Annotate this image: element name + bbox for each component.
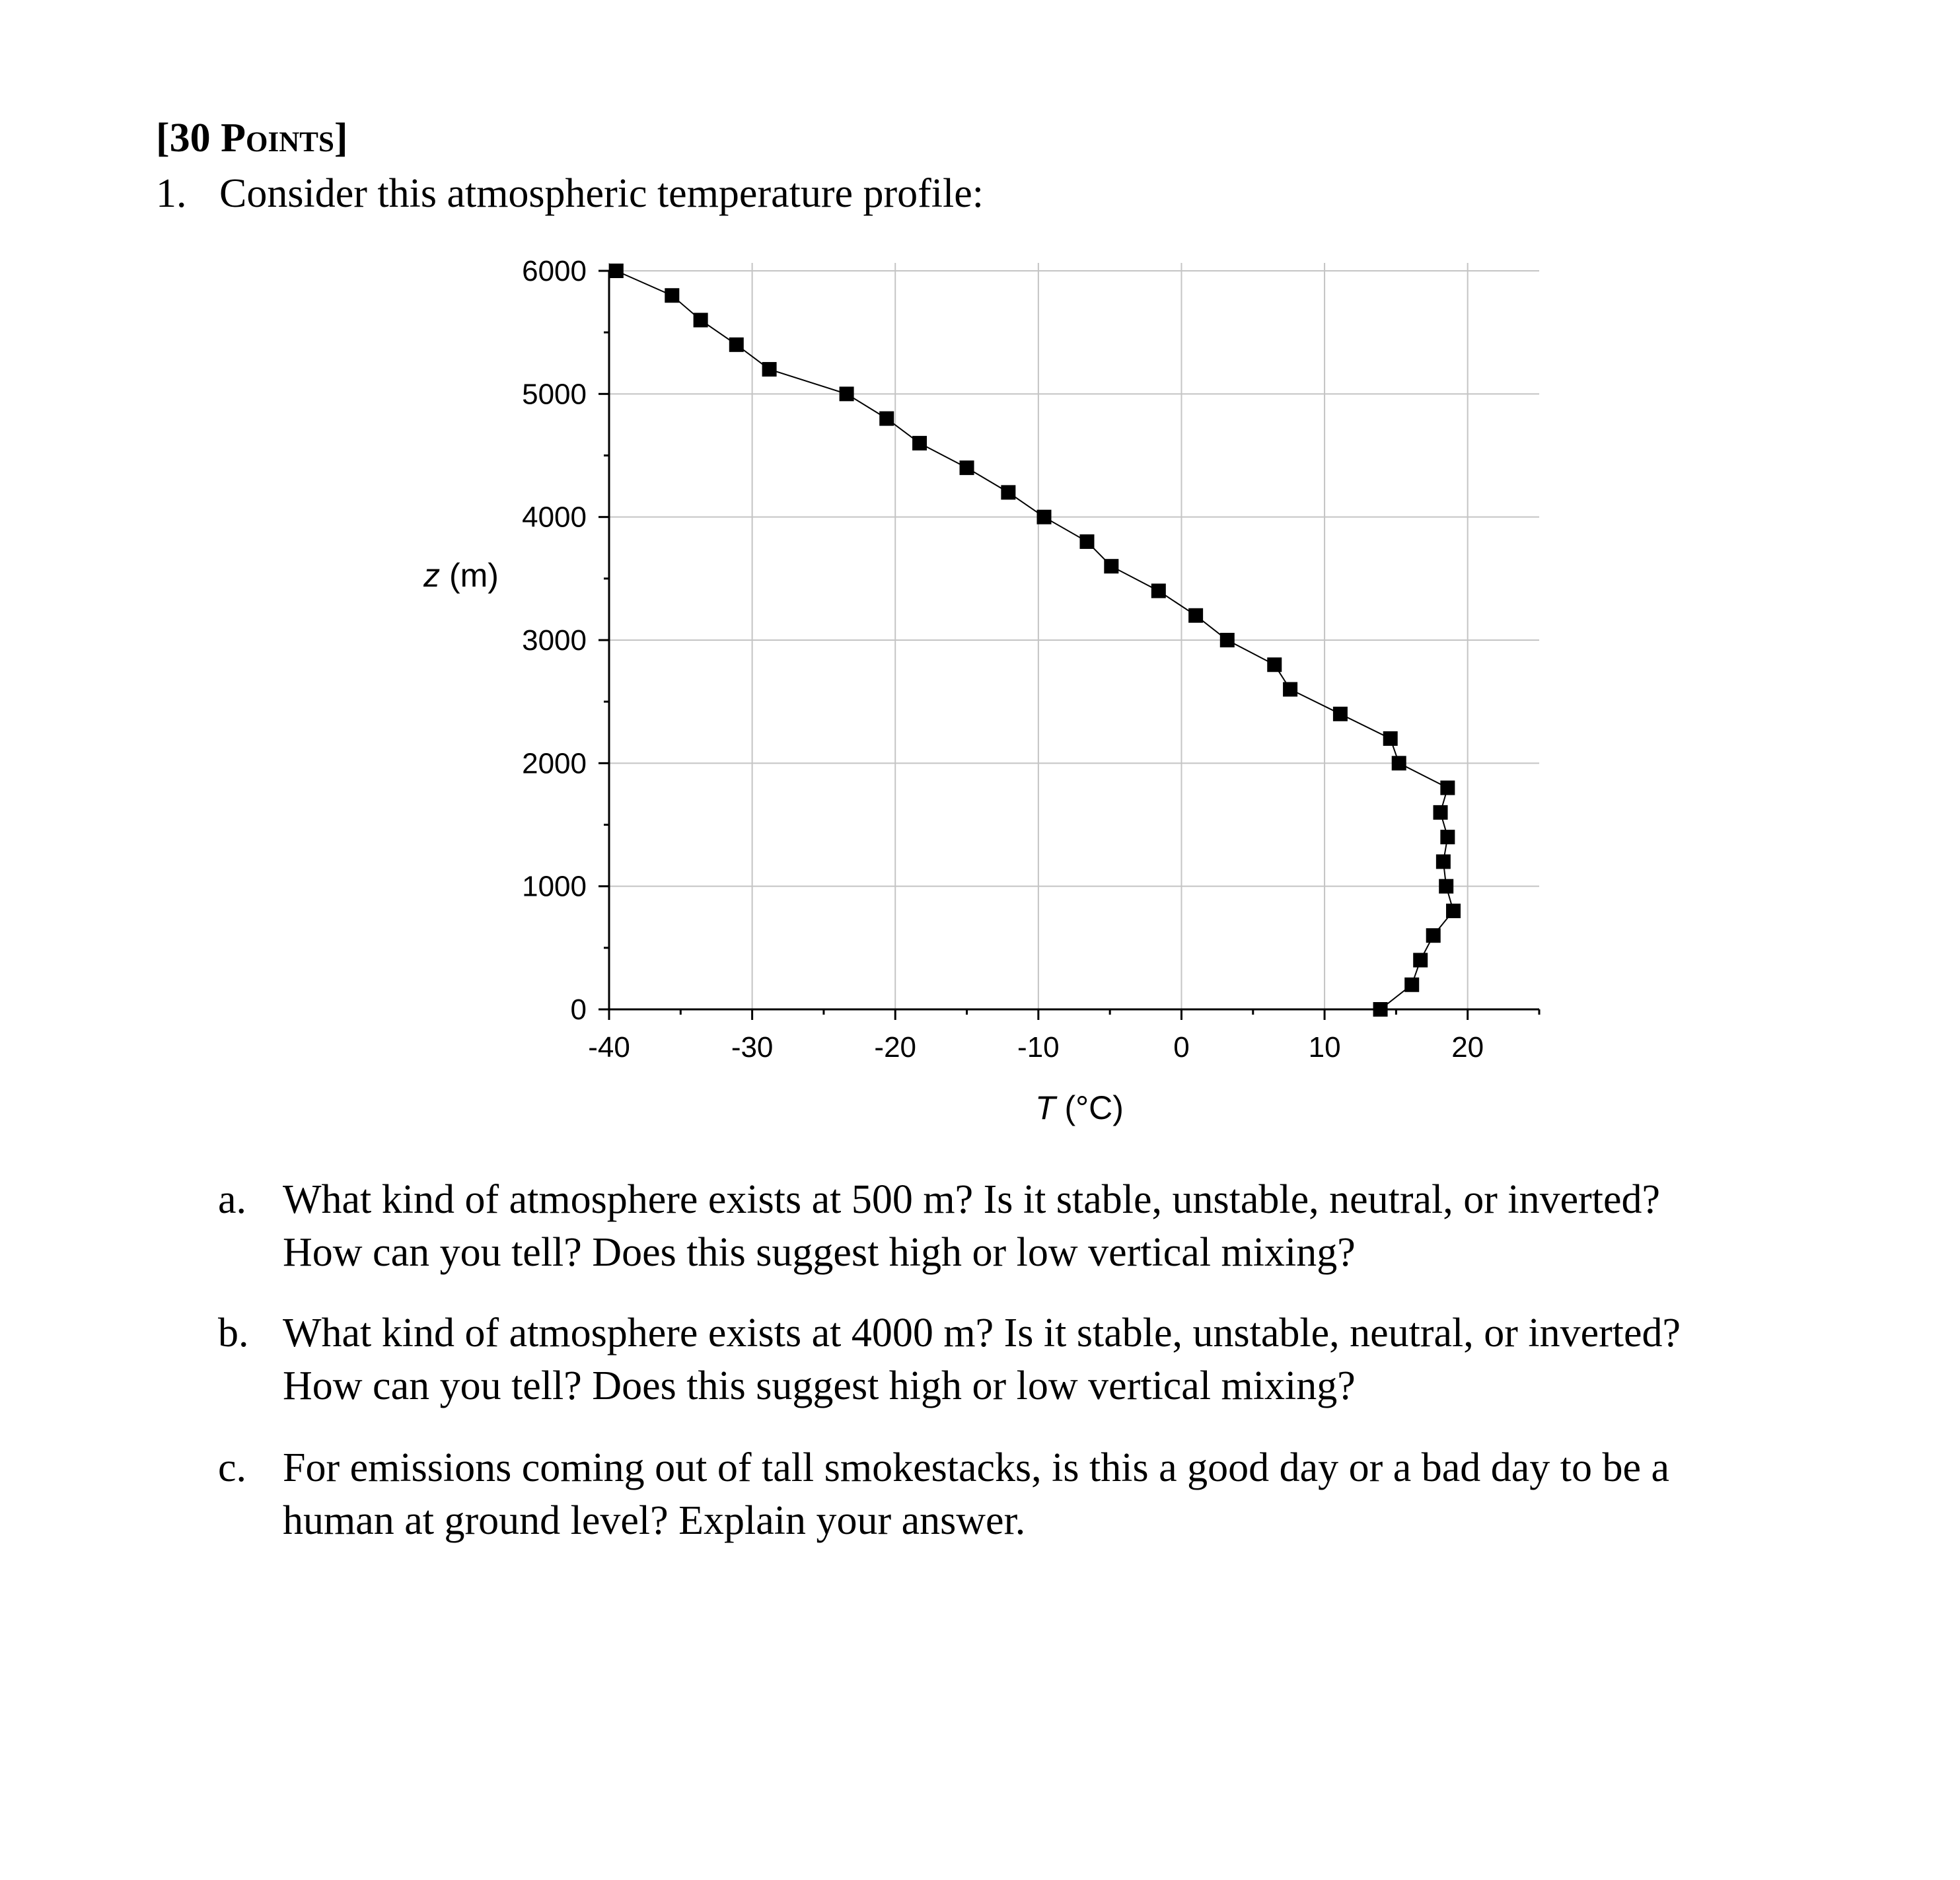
- x-tick-label: 10: [1308, 1031, 1341, 1064]
- data-point-marker: [729, 338, 744, 352]
- x-tick-label: -10: [1017, 1031, 1060, 1064]
- y-tick-label: 1000: [522, 870, 587, 903]
- data-point-marker: [1440, 830, 1455, 844]
- data-point-marker: [1333, 707, 1348, 721]
- y-tick-label: 3000: [522, 624, 587, 657]
- data-point-marker: [1283, 682, 1297, 697]
- x-tick-label: -30: [731, 1031, 774, 1064]
- y-tick-label: 6000: [522, 255, 587, 287]
- data-point-marker: [1220, 633, 1235, 647]
- data-point-marker: [762, 362, 777, 377]
- data-point-marker: [1434, 805, 1448, 820]
- y-tick-label: 2000: [522, 747, 587, 780]
- data-point-marker: [1440, 781, 1455, 795]
- data-point-marker: [1413, 953, 1428, 967]
- data-point-marker: [1079, 534, 1094, 549]
- data-point-marker: [1188, 608, 1203, 623]
- data-point-marker: [1404, 978, 1419, 992]
- data-point-marker: [1104, 559, 1118, 573]
- data-point-marker: [1392, 756, 1406, 770]
- chart-ticks: [522, 255, 1539, 1064]
- data-point-marker: [912, 436, 927, 451]
- data-point-marker: [960, 460, 974, 475]
- subquestion-letter: c.: [218, 1445, 247, 1490]
- y-tick-label: 0: [570, 994, 587, 1026]
- subquestion-line: What kind of atmosphere exists at 500 m? Is it stable, unstable, neutral, or inverted?: [283, 1177, 1661, 1222]
- x-tick-label: 20: [1451, 1031, 1484, 1064]
- data-point-marker: [1373, 1002, 1388, 1017]
- data-point-marker: [1426, 928, 1441, 943]
- question-number: 1.: [156, 171, 187, 216]
- x-tick-label: 0: [1173, 1031, 1190, 1064]
- subquestion-line: human at ground level? Explain your answer.: [283, 1498, 1026, 1543]
- points-label: Points: [221, 116, 334, 161]
- data-point-marker: [609, 264, 624, 278]
- x-tick-label: -20: [874, 1031, 917, 1064]
- data-point-marker: [879, 412, 894, 426]
- data-point-marker: [665, 288, 679, 303]
- data-point-marker: [1037, 510, 1052, 524]
- subquestion-c: [218, 1441, 1803, 1547]
- x-axis-title: T (°C): [1035, 1089, 1124, 1126]
- data-point-marker: [1001, 485, 1015, 499]
- x-tick-label: -40: [588, 1031, 630, 1064]
- subquestion-line: How can you tell? Does this suggest high or low vertical mixing?: [283, 1230, 1356, 1275]
- data-point-marker: [1439, 879, 1453, 894]
- subquestion-b: [218, 1307, 1803, 1412]
- points-open: [30: [156, 116, 221, 161]
- subquestion-a: [218, 1173, 1803, 1279]
- data-point-marker: [1151, 583, 1166, 598]
- y-tick-label: 4000: [522, 501, 587, 534]
- subquestion-line: How can you tell? Does this suggest high or low vertical mixing?: [283, 1363, 1356, 1408]
- subquestion-letter: b.: [218, 1311, 249, 1356]
- y-tick-label: 5000: [522, 378, 587, 411]
- data-point-marker: [840, 386, 854, 401]
- question-text: Consider this atmospheric temperature profile:: [219, 171, 984, 216]
- y-axis-title: z (m): [423, 557, 499, 594]
- data-point-marker: [694, 313, 708, 328]
- data-point-marker: [1436, 854, 1451, 869]
- data-point-marker: [1446, 904, 1461, 918]
- subquestion-letter: a.: [218, 1177, 247, 1222]
- data-point-marker: [1383, 731, 1398, 746]
- points-close: ]: [334, 116, 348, 161]
- data-point-marker: [1267, 657, 1282, 672]
- subquestion-line: For emissions coming out of tall smokestacks, is this a good day or a bad day to be a: [283, 1445, 1670, 1490]
- subquestion-line: What kind of atmosphere exists at 4000 m? Is it stable, unstable, neutral, or inverted?: [283, 1311, 1681, 1356]
- chart-grid: [609, 263, 1539, 1009]
